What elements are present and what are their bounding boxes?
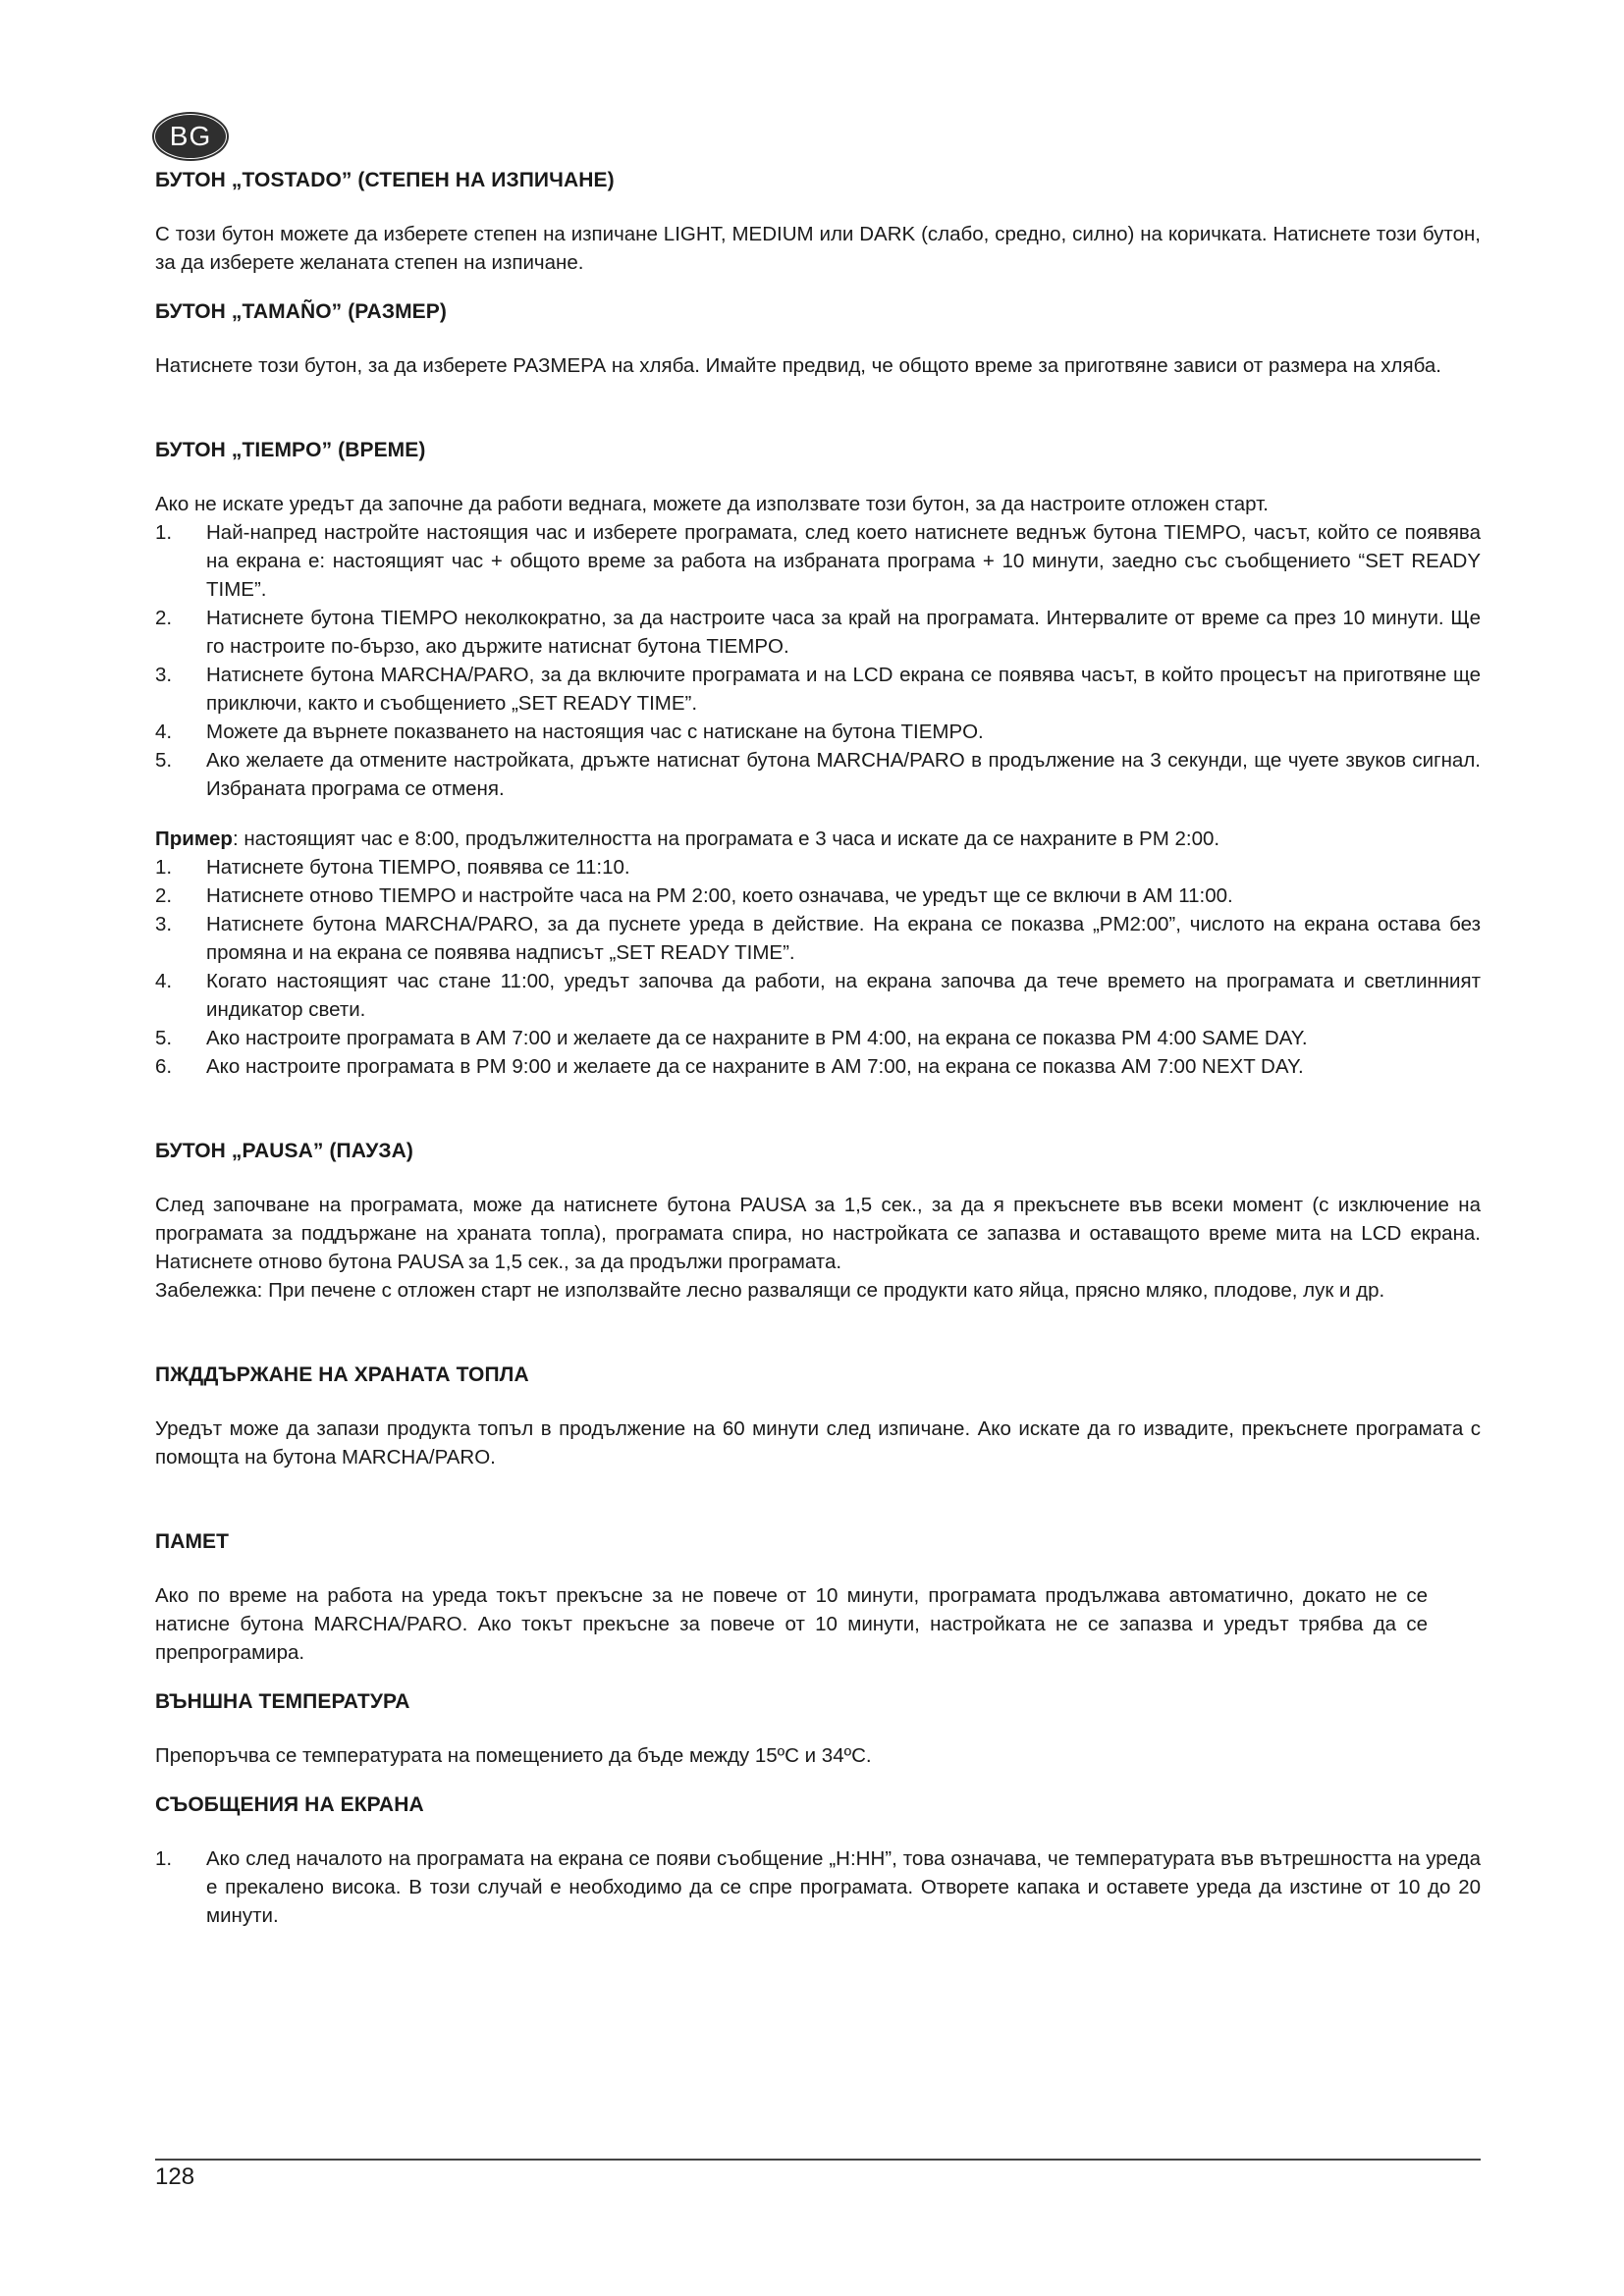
section-temperature [155,1688,1481,1770]
list-item-number: 2. [155,607,173,629]
tiempo-steps-list [155,518,1481,803]
section-title-tamano: БУТОН „TAMAÑO” (РАЗМЕР) [155,300,447,323]
footer-divider [155,2159,1481,2161]
list-item-text: Натиснете бутона MARCHA/PARO, за да пуснете уреда в действие. На екрана се показва „PM2:00”, числото на екрана остава без промяна и на екрана се появява надписът „SET READY TIME”. [206,913,1481,964]
list-item [155,881,1481,910]
list-item-number: 5. [155,749,173,772]
section-title-memory: ПАМЕТ [155,1530,230,1553]
list-item [155,604,1481,661]
list-item-number: 5. [155,1027,173,1049]
language-badge: BG [155,115,226,158]
list-item [155,718,1481,746]
list-item-text: Когато настоящият час стане 11:00, уредът започва да работи, на екрана започва да тече времето на програмата и светлинният индикатор свети. [206,970,1481,1021]
section-title-keep-warm: ПЖДДЪРЖАНЕ НА ХРАНАТА ТОПЛА [155,1363,529,1386]
section-text-tostado: С този бутон можете да изберете степен на изпичане LIGHT, MEDIUM или DARK (слабо, средно, силно) на коричката. Натиснете този бутон, за да изберете желаната степен на изпичане. [155,223,1481,274]
list-item-number: 1. [155,1847,173,1870]
list-item-number: 4. [155,970,173,992]
page-number: 128 [155,2163,195,2190]
section-note-pausa: Забележка: При печене с отложен старт не използвайте лесно развалящи се продукти като яйца, прясно мляко, плодове, лук и др. [155,1279,1385,1302]
section-text-temperature: Препоръчва се температурата на помещението да бъде между 15ºC и 34ºC. [155,1744,872,1767]
list-item-text: Натиснете отново TIEMPO и настройте часа на PM 2:00, което означава, че уредът ще се включи в AM 11:00. [206,884,1233,907]
list-item [155,1024,1481,1052]
list-item-text: Натиснете бутона TIEMPO неколкократно, за да настроите часа за край на програмата. Интервалите от време са през 10 минути. Ще го настроите по-бързо, ако държите натиснат бутона TIEMPO. [206,607,1481,658]
section-title-temperature: ВЪНШНА ТЕМПЕРАТУРА [155,1690,410,1713]
list-item-number: 4. [155,721,173,743]
example-steps-list [155,853,1481,1081]
section-text-tamano: Натиснете този бутон, за да изберете РАЗМЕРА на хляба. Имайте предвид, че общото време за приготвяне зависи от размера на хляба. [155,354,1441,377]
messages-list [155,1844,1481,1930]
section-tamano [155,298,1481,380]
list-item [155,910,1481,967]
list-item-text: Ако желаете да отмените настройката, дръжте натиснат бутона MARCHA/PARO в продължение на 3 секунди, ще чуете звуков сигнал. Избраната програма се отменя. [206,749,1481,800]
section-text-memory: Ако по време на работа на уреда токът прекъсне за не повече от 10 минути, програмата продължава автоматично, докато не се натисне бутона MARCHA/PARO. Ако токът прекъсне за повече от 10 минути, настройката не се запазва и уредът трябва да се препрограмира. [155,1584,1428,1664]
section-title-tiempo: БУТОН „TIEMPO” (ВРЕМЕ) [155,439,426,461]
list-item [155,853,1481,881]
list-item-text: Натиснете бутона TIEMPO, появява се 11:10. [206,856,630,879]
list-item [155,661,1481,718]
list-item-text: Натиснете бутона MARCHA/PARO, за да включите програмата и на LCD екрана се появява часът, в който процесът на приготвяне ще приключи, както и съобщението „SET READY TIME”. [206,664,1481,715]
manual-page [155,0,1481,2296]
list-item-text: Най-напред настройте настоящия час и изберете програмата, след което натиснете веднъж бутона TIEMPO, часът, който се появява на екрана е: настоящият час + общото време за работа на избраната програма + 10 минути, заедно със съобщението “SET READY TIME”. [206,521,1481,601]
section-title-tostado: БУТОН „TOSTADO” (СТЕПЕН НА ИЗПИЧАНЕ) [155,169,615,191]
list-item [155,746,1481,803]
page-content [155,167,1481,1930]
list-item-text: Можете да върнете показването на настоящия час с натискане на бутона TIEMPO. [206,721,984,743]
example-label: Пример [155,828,233,850]
section-intro-tiempo: Ако не искате уредът да започне да работи веднага, можете да използвате този бутон, за да настроите отложен старт. [155,493,1269,515]
section-tostado [155,167,1481,277]
example-text: : настоящият час е 8:00, продължителността на програмата е 3 часа и искате да се нахраните в PM 2:00. [232,828,1220,850]
list-item-number: 6. [155,1055,173,1078]
example-paragraph [155,825,1481,853]
section-title-pausa: БУТОН „PAUSA” (ПАУЗА) [155,1140,413,1162]
list-item-number: 1. [155,521,173,544]
list-item-text: Ако настроите програмата в PM 9:00 и желаете да се нахраните в AM 7:00, на екрана се показва AM 7:00 NEXT DAY. [206,1055,1304,1078]
section-keep-warm [155,1362,1481,1471]
section-pausa [155,1138,1481,1305]
list-item-text: Ако след началото на програмата на екрана се появи съобщение „H:HH”, това означава, че температурата във вътрешността на уреда е прекалено висока. В този случай е необходимо да се спре програмата. Отворете капака и оставете уреда да изстине от 10 до 20 минути. [206,1847,1481,1927]
list-item-text: Ако настроите програмата в AM 7:00 и желаете да се нахраните в PM 4:00, на екрана се показва PM 4:00 SAME DAY. [206,1027,1308,1049]
section-memory [155,1528,1481,1667]
section-text-keep-warm: Уредът може да запази продукта топъл в продължение на 60 минути след изпичане. Ако искате да го извадите, прекъснете програмата с помощта на бутона MARCHA/PARO. [155,1417,1481,1468]
section-text-pausa: След започване на програмата, може да натиснете бутона PAUSA за 1,5 сек., за да я прекъснете във всеки момент (с изключение на програмата за поддържане на храната топла), програмата спира, но настройката се запазва и оставащото време мита на LCD екрана. Натиснете отново бутона PAUSA за 1,5 сек., за да продължи програмата. [155,1194,1481,1273]
list-item [155,967,1481,1024]
list-item-number: 3. [155,664,173,686]
list-item [155,1052,1481,1081]
list-item-number: 2. [155,884,173,907]
list-item-number: 1. [155,856,173,879]
list-item [155,518,1481,604]
list-item-number: 3. [155,913,173,935]
section-title-messages: СЪОБЩЕНИЯ НА ЕКРАНА [155,1793,424,1816]
section-messages [155,1791,1481,1930]
list-item [155,1844,1481,1930]
section-tiempo [155,437,1481,1081]
